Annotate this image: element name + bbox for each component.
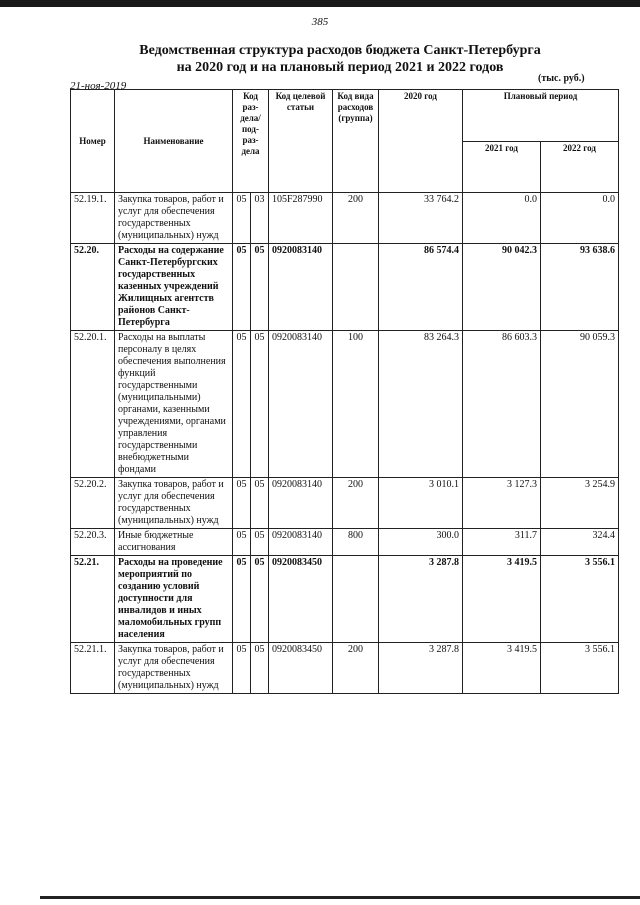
row-2021-value-cell: 3 419.5	[463, 643, 541, 694]
row-expense-type-cell: 200	[333, 193, 379, 244]
row-number-cell: 52.21.1.	[71, 643, 115, 694]
row-expense-type-cell: 200	[333, 643, 379, 694]
row-name-cell: Расходы на выплаты персоналу в целях обеспечения выполнения функций государственными (муниципальными) органами, казенными учреждениями, органами управления государственными внебюджетными фондами	[115, 331, 233, 478]
row-target-code-cell: 0920083140	[269, 244, 333, 331]
row-subsection-cell: 03	[251, 193, 269, 244]
row-subsection-cell: 05	[251, 529, 269, 556]
row-2022-value-cell: 93 638.6	[541, 244, 619, 331]
header-2020: 2020 год	[379, 90, 463, 193]
row-section-cell: 05	[233, 244, 251, 331]
top-border-line	[0, 0, 640, 7]
row-number-cell: 52.20.2.	[71, 478, 115, 529]
row-2020-value-cell: 300.0	[379, 529, 463, 556]
row-target-code-cell: 105F287990	[269, 193, 333, 244]
header-2021: 2021 год	[463, 141, 541, 193]
table-row	[71, 556, 619, 643]
row-2020-value-cell: 86 574.4	[379, 244, 463, 331]
row-name-cell: Закупка товаров, работ и услуг для обеспечения государственных (муниципальных) нужд	[115, 193, 233, 244]
row-2022-value-cell: 3 556.1	[541, 556, 619, 643]
table-row	[71, 331, 619, 478]
row-section-cell: 05	[233, 529, 251, 556]
row-subsection-cell: 05	[251, 331, 269, 478]
row-subsection-cell: 05	[251, 478, 269, 529]
row-name-cell: Расходы на содержание Санкт-Петербургских государственных казенных учреждений Жилищных агентств районов Санкт-Петербурга	[115, 244, 233, 331]
table-body	[71, 193, 619, 694]
row-subsection-cell: 05	[251, 643, 269, 694]
document-date: 21-ноя-2019	[70, 80, 127, 92]
row-2021-value-cell: 86 603.3	[463, 331, 541, 478]
row-2021-value-cell: 3 127.3	[463, 478, 541, 529]
row-number-cell: 52.20.	[71, 244, 115, 331]
table-row	[71, 244, 619, 331]
row-2022-value-cell: 0.0	[541, 193, 619, 244]
header-name: Наименование	[115, 90, 233, 193]
document-title	[60, 42, 620, 76]
title-line-2: на 2020 год и на плановый период 2021 и 2022 годов	[176, 60, 504, 75]
header-2022: 2022 год	[541, 141, 619, 193]
header-target-code: Код целевой статьи	[269, 90, 333, 193]
row-target-code-cell: 0920083450	[269, 556, 333, 643]
row-2021-value-cell: 3 419.5	[463, 556, 541, 643]
row-name-cell: Закупка товаров, работ и услуг для обеспечения государственных (муниципальных) нужд	[115, 643, 233, 694]
row-section-cell: 05	[233, 556, 251, 643]
row-section-cell: 05	[233, 643, 251, 694]
table-row	[71, 643, 619, 694]
row-expense-type-cell	[333, 244, 379, 331]
page-number: 385	[311, 16, 329, 28]
row-2020-value-cell: 83 264.3	[379, 331, 463, 478]
row-2021-value-cell: 90 042.3	[463, 244, 541, 331]
row-name-cell: Закупка товаров, работ и услуг для обеспечения государственных (муниципальных) нужд	[115, 478, 233, 529]
row-2021-value-cell: 311.7	[463, 529, 541, 556]
row-expense-type-cell	[333, 556, 379, 643]
units-label: (тыс. руб.)	[538, 73, 585, 84]
budget-table	[70, 89, 619, 694]
header-planned-period: Плановый период	[463, 90, 619, 142]
row-2022-value-cell: 90 059.3	[541, 331, 619, 478]
row-2022-value-cell: 324.4	[541, 529, 619, 556]
row-subsection-cell: 05	[251, 556, 269, 643]
row-number-cell: 52.19.1.	[71, 193, 115, 244]
row-number-cell: 52.20.3.	[71, 529, 115, 556]
row-2022-value-cell: 3 556.1	[541, 643, 619, 694]
row-section-cell: 05	[233, 331, 251, 478]
row-name-cell: Иные бюджетные ассигнования	[115, 529, 233, 556]
row-2020-value-cell: 3 287.8	[379, 643, 463, 694]
row-number-cell: 52.21.	[71, 556, 115, 643]
row-number-cell: 52.20.1.	[71, 331, 115, 478]
table-row	[71, 478, 619, 529]
table-row	[71, 529, 619, 556]
row-2020-value-cell: 3 010.1	[379, 478, 463, 529]
row-name-cell: Расходы на проведение мероприятий по созданию условий доступности для инвалидов и иных маломобильных групп населения	[115, 556, 233, 643]
row-2022-value-cell: 3 254.9	[541, 478, 619, 529]
row-section-cell: 05	[233, 478, 251, 529]
row-target-code-cell: 0920083450	[269, 643, 333, 694]
header-expense-type-code: Код вида расходов (группа)	[333, 90, 379, 193]
row-target-code-cell: 0920083140	[269, 529, 333, 556]
row-2021-value-cell: 0.0	[463, 193, 541, 244]
row-target-code-cell: 0920083140	[269, 331, 333, 478]
row-expense-type-cell: 800	[333, 529, 379, 556]
row-expense-type-cell: 200	[333, 478, 379, 529]
title-line-1: Ведомственная структура расходов бюджета Санкт-Петербурга	[139, 43, 541, 58]
row-target-code-cell: 0920083140	[269, 478, 333, 529]
header-section-code: Код раз-дела/ под-раз-дела	[233, 90, 269, 193]
bottom-border-line	[40, 896, 640, 899]
row-2020-value-cell: 3 287.8	[379, 556, 463, 643]
row-section-cell: 05	[233, 193, 251, 244]
header-number: Номер	[71, 90, 115, 193]
row-2020-value-cell: 33 764.2	[379, 193, 463, 244]
row-subsection-cell: 05	[251, 244, 269, 331]
table-row	[71, 193, 619, 244]
row-expense-type-cell: 100	[333, 331, 379, 478]
